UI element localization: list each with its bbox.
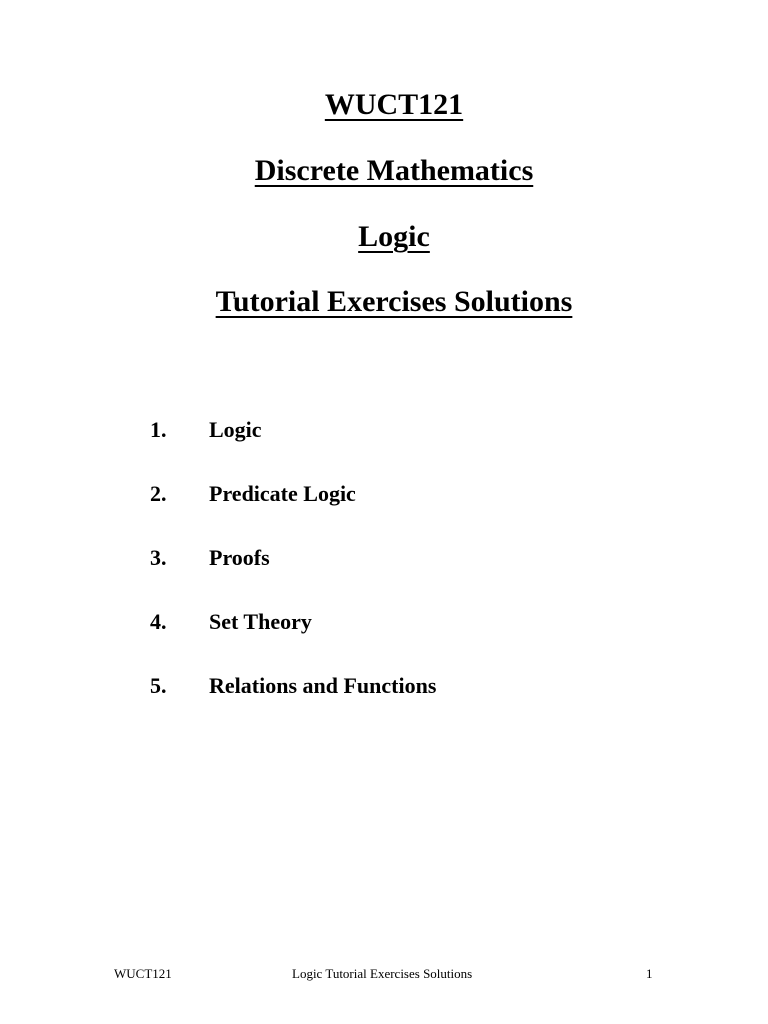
contents-item-number: 5.	[150, 673, 167, 698]
contents-item	[150, 668, 436, 732]
document-type-heading	[10, 284, 768, 320]
contents-item-title: Set Theory	[209, 609, 312, 634]
contents-item-title: Proofs	[209, 545, 270, 570]
contents-item-title: Predicate Logic	[209, 481, 356, 506]
contents-item-number: 2.	[150, 481, 167, 506]
topic-text: Logic	[358, 220, 430, 253]
contents-item-title: Logic	[209, 417, 262, 442]
topic-heading	[10, 219, 768, 255]
course-name-heading	[10, 153, 768, 189]
footer-course-code: WUCT121	[114, 966, 172, 981]
contents-item	[150, 540, 436, 604]
course-code-heading	[10, 87, 768, 123]
contents-item	[150, 476, 436, 540]
document-type-text: Tutorial Exercises Solutions	[215, 285, 573, 318]
course-code-text: WUCT121	[324, 88, 464, 121]
footer-page-number: 1	[646, 966, 653, 981]
contents-item-number: 4.	[150, 609, 167, 634]
contents-item-number: 3.	[150, 545, 167, 570]
contents-item	[150, 604, 436, 668]
contents-item-title: Relations and Functions	[209, 673, 437, 698]
footer-document-title: Logic Tutorial Exercises Solutions	[292, 966, 473, 981]
contents-item-number: 1.	[150, 417, 167, 442]
contents-item	[150, 412, 436, 476]
contents-list	[150, 412, 436, 732]
course-name-text: Discrete Mathematics	[254, 154, 534, 187]
